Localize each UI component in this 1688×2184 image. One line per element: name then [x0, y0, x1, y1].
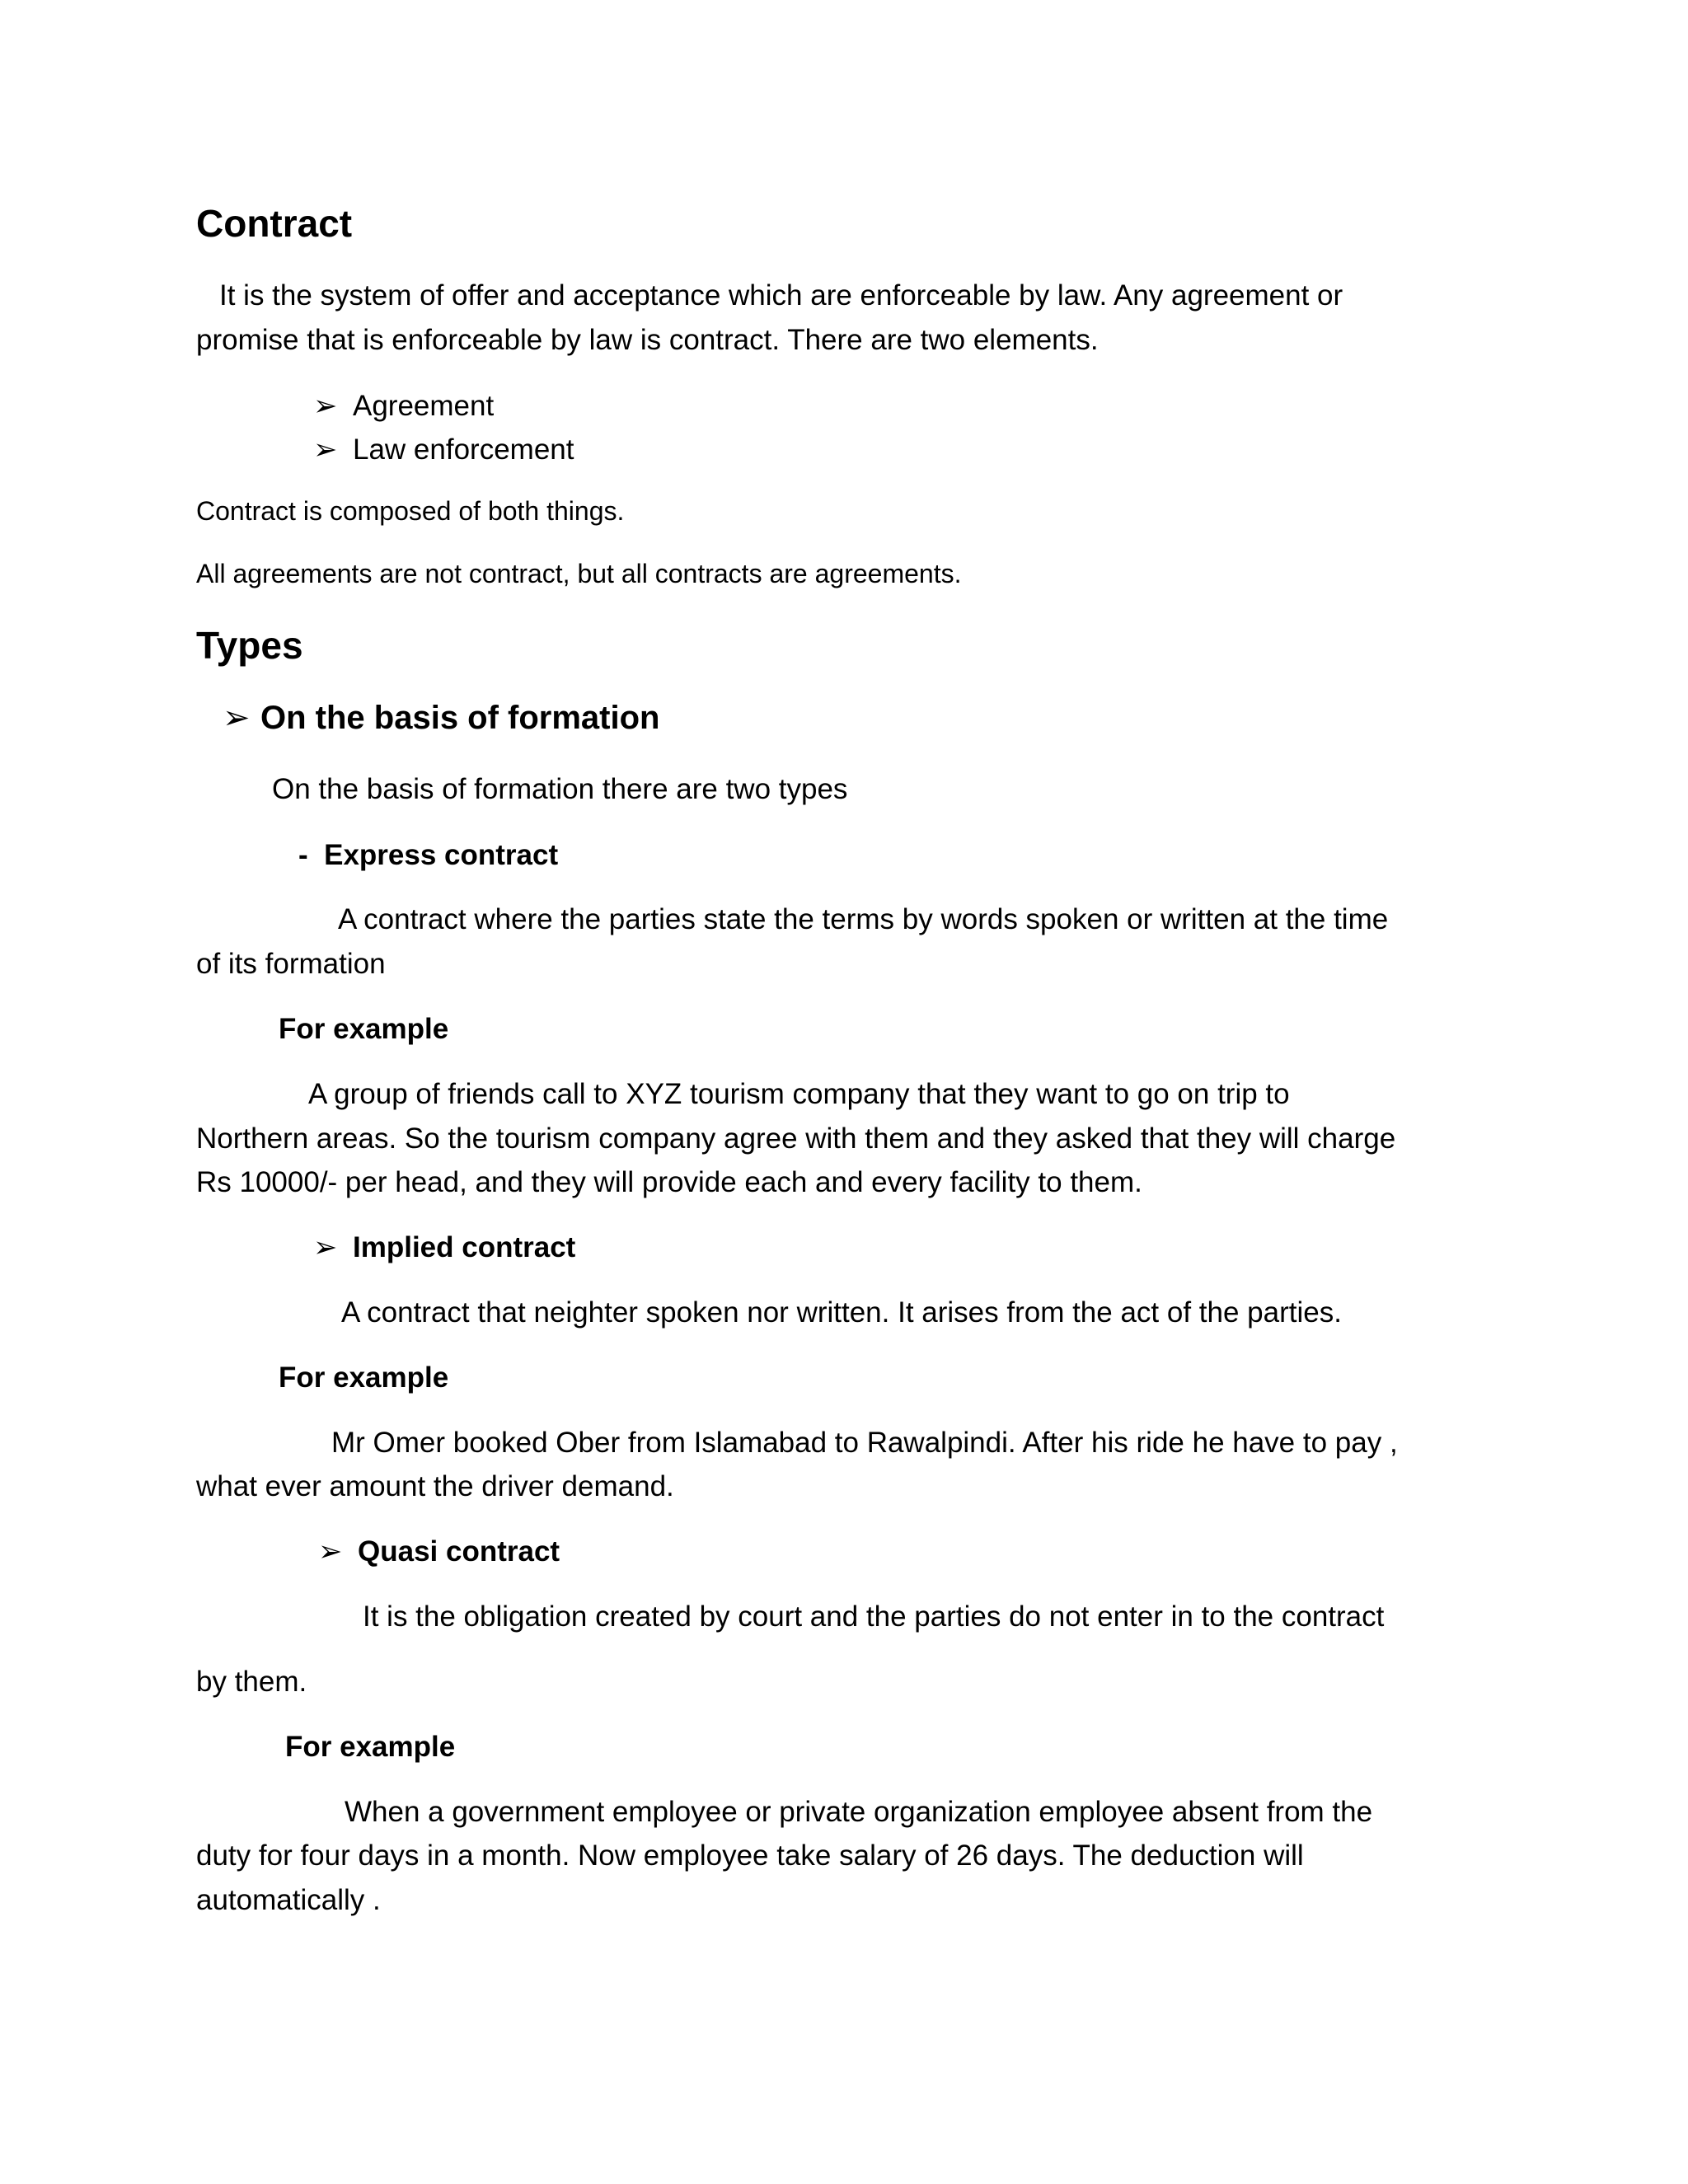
implied-contract-label: Implied contract — [353, 1231, 576, 1263]
implied-contract-heading — [313, 1226, 575, 1270]
composed-note: Contract is composed of both things. — [196, 496, 625, 526]
formation-heading — [223, 699, 659, 737]
intro-line-2: promise that is enforceable by law is contract. There are two elements. — [196, 324, 1099, 356]
arrow-bullet-icon: ➢ — [223, 700, 251, 736]
formation-intro: On the basis of formation there are two types — [272, 773, 848, 805]
list-item-agreement — [313, 384, 494, 429]
express-example-label: For example — [279, 1013, 449, 1045]
quasi-example-line-1: When a government employee or private organization employee absent from the — [345, 1796, 1373, 1828]
express-example-line-3: Rs 10000/- per head, and they will provide each and every facility to them. — [196, 1166, 1142, 1198]
express-example-line-1: A group of friends call to XYZ tourism company that they want to go on trip to — [308, 1078, 1290, 1110]
quasi-contract-heading — [318, 1530, 560, 1574]
list-item-label: Law enforcement — [353, 434, 574, 466]
implied-example-line-1: Mr Omer booked Ober from Islamabad to Rawalpindi. After his ride he have to pay , — [331, 1427, 1398, 1459]
quasi-example-line-3: automatically . — [196, 1884, 381, 1916]
dash-bullet-icon: - — [298, 839, 308, 871]
intro-line-1: It is the system of offer and acceptance which are enforceable by law. Any agreement or — [219, 279, 1343, 312]
quasi-example-line-2: duty for four days in a month. Now employee take salary of 26 days. The deduction will — [196, 1840, 1304, 1872]
quasi-contract-label: Quasi contract — [358, 1535, 560, 1568]
implied-definition-line-1: A contract that neighter spoken nor written. It arises from the act of the parties. — [341, 1296, 1342, 1329]
formation-heading-label: On the basis of formation — [260, 700, 660, 736]
types-heading: Types — [196, 624, 303, 667]
implied-example-label: For example — [279, 1361, 449, 1394]
implied-example-line-2: what ever amount the driver demand. — [196, 1470, 674, 1502]
arrow-bullet-icon: ➢ — [318, 1535, 343, 1568]
arrow-bullet-icon: ➢ — [313, 434, 338, 466]
express-example-line-2: Northern areas. So the tourism company agree with them and they asked that they will charge — [196, 1122, 1396, 1155]
express-definition-line-2: of its formation — [196, 948, 386, 980]
express-contract-label: Express contract — [324, 839, 559, 871]
arrow-bullet-icon: ➢ — [313, 1231, 338, 1263]
quasi-definition-line-2: by them. — [196, 1666, 307, 1698]
agreements-note: All agreements are not contract, but all contracts are agreements. — [196, 559, 962, 588]
list-item-law-enforcement — [313, 428, 574, 472]
list-item-label: Agreement — [353, 390, 495, 422]
express-definition-line-1: A contract where the parties state the terms by words spoken or written at the time — [338, 903, 1389, 935]
arrow-bullet-icon: ➢ — [313, 390, 338, 422]
quasi-example-label: For example — [285, 1731, 456, 1763]
quasi-definition-line-1: It is the obligation created by court and the parties do not enter in to the contract — [363, 1601, 1385, 1633]
page-title: Contract — [196, 202, 353, 245]
express-contract-heading — [298, 833, 558, 878]
